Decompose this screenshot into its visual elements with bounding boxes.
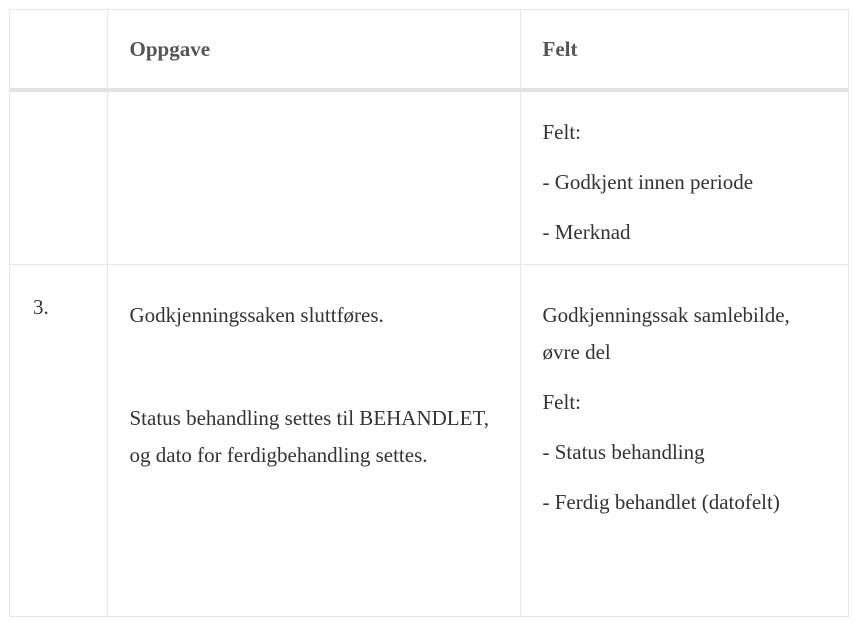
field-text: Godkjenningssak samlebilde, øvre del [542, 303, 790, 364]
field-cell [520, 90, 848, 265]
field-cell [520, 265, 848, 617]
table-header-row [10, 10, 848, 90]
field-text: - Godkjent innen periode [542, 170, 754, 194]
field-text: - Ferdig behandlet (datofelt) [542, 490, 780, 514]
row-number-cell [10, 90, 107, 265]
header-field: Felt [520, 10, 848, 90]
field-text: - Merknad [542, 220, 631, 244]
field-text: Felt: [542, 120, 582, 144]
field-text: - Status behandling [542, 440, 705, 464]
table-row [10, 265, 848, 617]
task-cell [107, 265, 520, 617]
table-row [10, 90, 848, 265]
row-number-cell [10, 265, 107, 617]
task-text: Godkjenningssaken sluttføres. [129, 303, 384, 327]
task-cell [107, 90, 520, 265]
task-table [10, 10, 848, 617]
header-number [10, 10, 107, 90]
header-task: Oppgave [107, 10, 520, 90]
row-number: 3. [33, 295, 49, 319]
task-table-container [9, 9, 849, 617]
field-text: Felt: [542, 390, 582, 414]
task-text: Status behandling settes til BEHANDLET, og dato for ferdigbehandling settes. [129, 406, 489, 467]
